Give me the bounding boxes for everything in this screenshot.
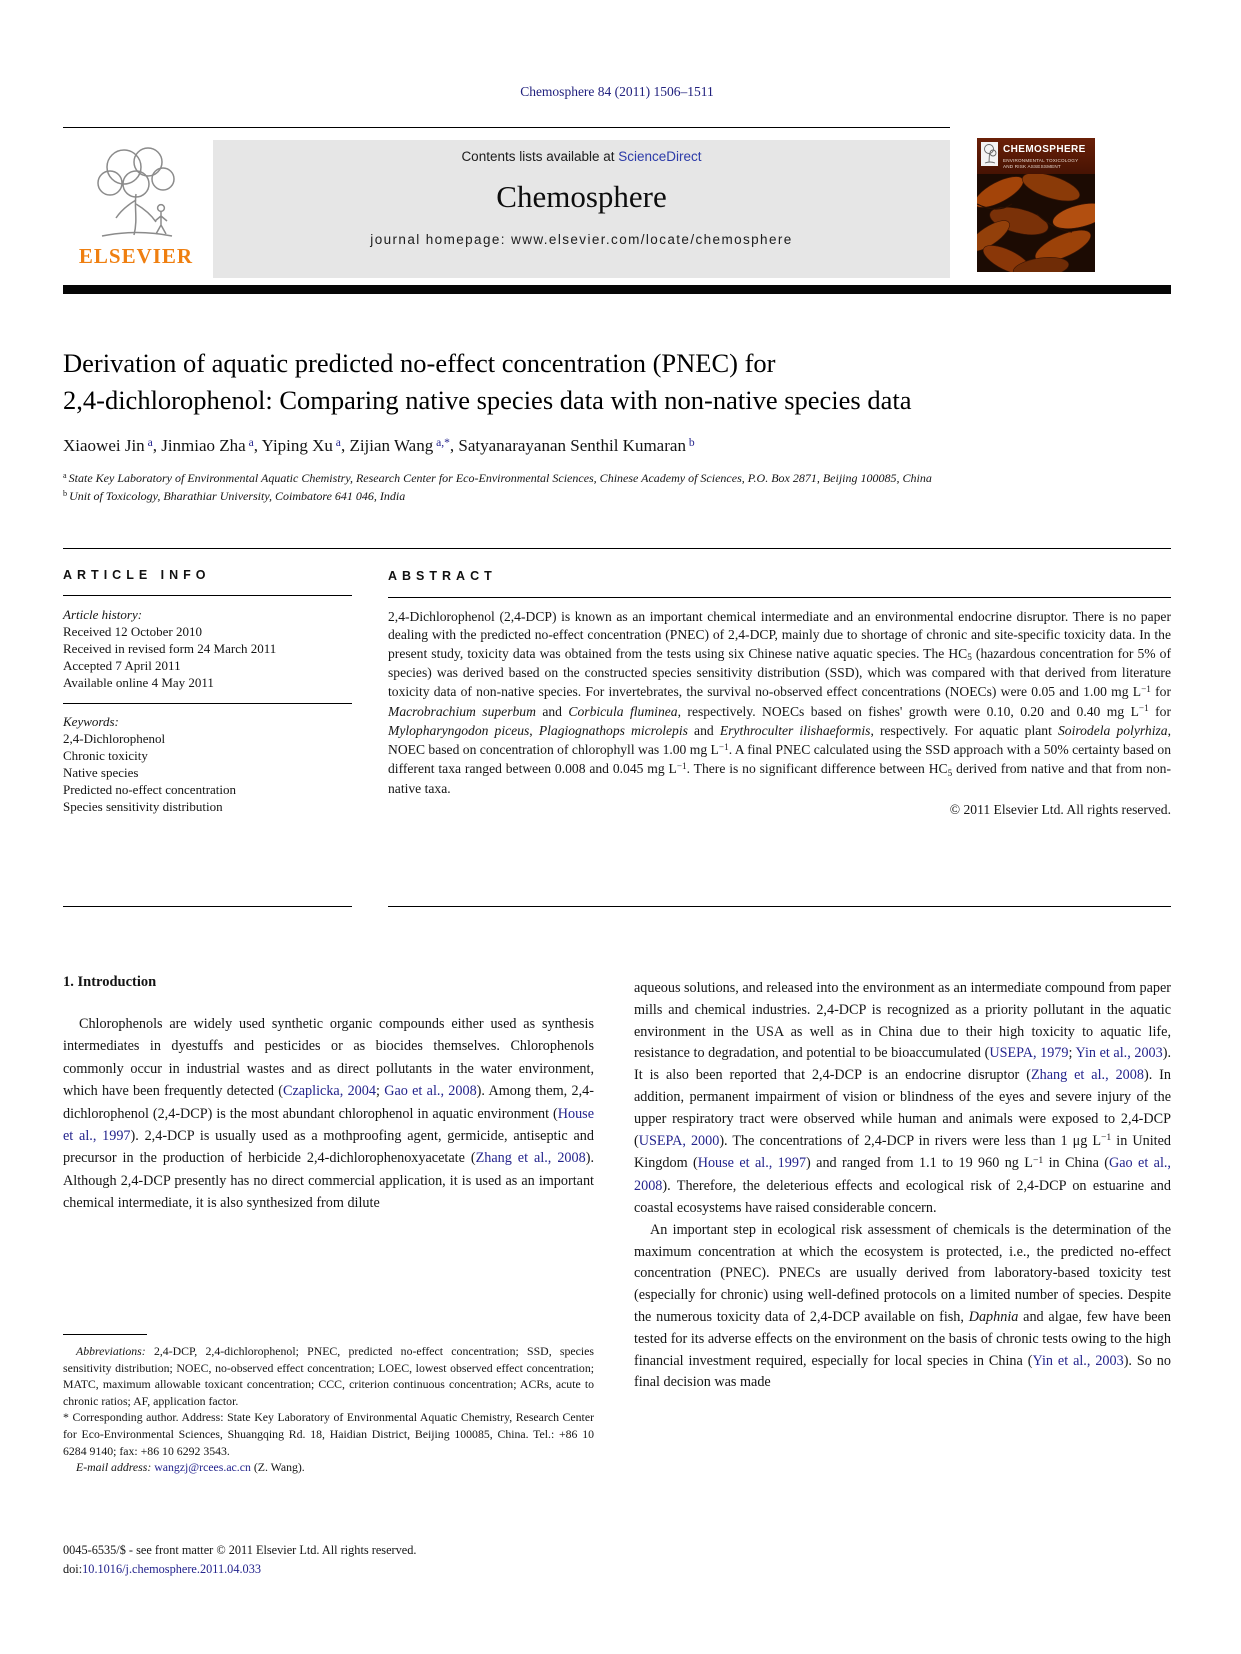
cover-subtitle-line2: AND RISK ASSESSMENT xyxy=(1003,163,1061,169)
text-run: ) and ranged from 1.1 to 19 960 ng L xyxy=(806,1155,1033,1172)
text-run: Erythroculter ilishaeformis xyxy=(719,723,871,739)
text-run: ). Therefore, the deleterious effects and ecological risk of 2,4-DCP on estuarine and coastal ecosystems have raised considerable concern. xyxy=(634,1178,1171,1216)
citation-link[interactable]: Gao et al., 2008 xyxy=(634,1155,1171,1195)
history-item: Available online 4 May 2011 xyxy=(63,675,214,690)
history-item: Received 12 October 2010 xyxy=(63,624,202,639)
text-run: 5 xyxy=(947,767,953,778)
text-run: . A final PNEC calculated using the SSD approach with a 50% certainty based on different taxa ranged between 0.008 and 0.045 mg L xyxy=(388,741,1171,777)
text-run: in United Kingdom ( xyxy=(634,1132,1171,1172)
abbreviations-note xyxy=(63,1343,594,1409)
citation-link[interactable]: 10.1016/j.chemosphere.2011.04.033 xyxy=(82,1562,261,1576)
text-run: . There is no significant difference between HC xyxy=(686,761,948,777)
citation-link[interactable]: a,* xyxy=(433,435,450,449)
imprint-block xyxy=(63,1541,594,1579)
cover-title: CHEMOSPHERE xyxy=(1003,144,1086,155)
text-run: ; xyxy=(375,1083,385,1100)
text-run: (hazardous concentration for 5% of species) was derived based on the constructed species sensitivity distribution (SSD), which was compared with that derived from literature toxicity data of non-native species. For invertebrates, the survival no-observed effect concentrations (NOECs) were 0.05 and 1.00 mg L xyxy=(388,645,1171,699)
text-run: in China ( xyxy=(1043,1155,1110,1172)
citation-link[interactable]: USEPA, 1979 xyxy=(989,1045,1069,1062)
text-run: a xyxy=(63,471,69,481)
text-run: 2,4-DCP, 2,4-dichlorophenol; PNEC, predicted no-effect concentration; SSD, species sensitivity distribution; NOEC, no-observed effect concentration; LOEC, lowest observed effect concentration; MATC, maximum allowable toxicant concentration; CCC, criterion continuous concentration; ACRs, acute to chronic ratios; AF, application factor. xyxy=(63,1344,594,1408)
keyword-item: 2,4-Dichlorophenol xyxy=(63,731,166,746)
text-run: 2,4-Dichlorophenol (2,4-DCP) is known as an important chemical intermediate and an environmental endocrine disruptor. There is no paper dealing with the predicted no-effect concentration (PNEC) of 2,4-DCP, mainly due to shortage of chronic and site-specific toxicity data. In the present study, toxicity data was obtained from the tests using six Chinese native aquatic species. The HC xyxy=(388,608,1171,661)
contents-line xyxy=(213,140,950,164)
text-run: ). In addition, permanent impairment of vision or blindness of the eyes and severe injury of the upper respiratory tract were observed while human and animals were exposed to 2,4-DCP ( xyxy=(634,1067,1172,1149)
text-run: , respectively. For aquatic plant xyxy=(870,723,1058,739)
citation-link[interactable]: House et al., 1997 xyxy=(697,1155,807,1172)
text-run: for xyxy=(1148,703,1172,719)
copyright-line: © 2011 Elsevier Ltd. All rights reserved. xyxy=(949,801,1171,817)
text-run: doi: xyxy=(63,1562,83,1576)
citation-link[interactable]: Yin et al., 2003 xyxy=(1032,1352,1124,1369)
history-item: Accepted 7 April 2011 xyxy=(63,658,181,673)
text-run: Soirodela polyrhiza xyxy=(1057,723,1168,739)
journal-banner xyxy=(213,140,950,278)
contents-prefix: Contents lists available at xyxy=(461,149,619,164)
article-info-column xyxy=(63,567,352,815)
journal-name: Chemosphere xyxy=(496,179,667,214)
text-run: , Zijian Wang xyxy=(340,436,434,455)
affiliation-b xyxy=(63,488,1171,506)
history-item: Received in revised form 24 March 2011 xyxy=(63,641,277,656)
text-run: b xyxy=(63,489,70,499)
text-run: Abbreviations: xyxy=(76,1344,146,1358)
keyword-item: Predicted no-effect concentration xyxy=(63,782,237,797)
cover-leaves-art xyxy=(977,174,1095,272)
header-black-bar xyxy=(63,285,1171,294)
cover-logo-chip xyxy=(981,142,998,166)
keyword-item: Native species xyxy=(63,765,139,780)
citation-link[interactable]: b xyxy=(685,435,695,449)
abstract-bottom-divider xyxy=(388,906,1171,907)
footnote-divider xyxy=(63,1334,147,1335)
citation-link[interactable]: a xyxy=(144,435,153,449)
cover-subtitle-line1: ENVIRONMENTAL TOXICOLOGY xyxy=(1003,158,1079,163)
article-title xyxy=(63,345,1171,419)
text-run: E-mail address: xyxy=(76,1460,152,1475)
elsevier-wordmark: ELSEVIER xyxy=(78,244,194,268)
text-run: derived from native and that from non-native taxa. xyxy=(388,761,1171,796)
text-run: , NOEC based on concentration of chlorophyll was 1.00 mg L xyxy=(388,723,1171,757)
text-run: ). Among them, 2,4-dichlorophenol (2,4-DCP) is the most abundant chlorophenol in aquatic environment ( xyxy=(63,1083,594,1122)
citation-link[interactable]: Zhang et al., 2008 xyxy=(1030,1067,1144,1084)
affiliations xyxy=(63,470,1171,506)
body-column-left xyxy=(63,1013,594,1215)
citation-link[interactable]: Yin et al., 2003 xyxy=(1075,1045,1163,1062)
text-run: aqueous solutions, and released into the environment as an intermediate compound from paper mills and chemical industries. 2,4-DCP is recognized as a priority pollutant in the aquatic environment in the USA as well as in China due to their high toxicity to aquatic life, resistance to degradation, and potential to be bioaccumulated ( xyxy=(634,980,1171,1062)
text-run: −1 xyxy=(1141,683,1151,694)
article-info-heading-divider xyxy=(63,595,352,596)
author-list xyxy=(63,436,1171,456)
text-run: Plagiognathops microlepis xyxy=(538,723,688,739)
intro-paragraph-2 xyxy=(634,1220,1171,1394)
elsevier-logo xyxy=(63,141,209,278)
text-run: ). Although 2,4-DCP presently has no direct commercial application, it is used as an important chemical intermediate, it is also synthesized from dilute xyxy=(63,1150,594,1212)
footnote-block xyxy=(63,1343,594,1476)
text-run: Daphnia xyxy=(968,1308,1019,1325)
text-run: , xyxy=(529,723,539,739)
text-run: Corbicula fluminea xyxy=(568,703,678,719)
affiliation-a xyxy=(63,470,1171,488)
text-run: , Jinmiao Zha xyxy=(152,436,246,455)
keywords-label: Keywords: xyxy=(63,714,119,729)
text-run: , Satyanarayanan Senthil Kumaran xyxy=(449,436,686,455)
text-run: 5 xyxy=(967,652,972,663)
history-label: Article history: xyxy=(63,607,143,622)
text-run: −1 xyxy=(1138,703,1149,714)
issn-line: 0045-6535/$ - see front matter © 2011 Elsevier Ltd. All rights reserved. xyxy=(63,1543,417,1557)
text-run: , Yiping Xu xyxy=(253,436,333,455)
keyword-item: Chronic toxicity xyxy=(63,748,148,763)
text-run: * Corresponding author. Address: State Key Laboratory of Environmental Aquatic Chemistry, Research Center for Eco-Environmental Sciences, Shuangqing Rd. 18, Haidian District, Beijing 100085, China. Tel.: +86 10 6284 9140; fax: +86 10 6292 3543. xyxy=(63,1410,594,1458)
text-run: , respectively. NOECs based on fishes' growth were 0.10, 0.20 and 0.40 mg L xyxy=(677,703,1139,719)
text-run: and xyxy=(687,723,720,739)
text-run: Unit of Toxicology, Bharathiar University, Coimbatore 641 046, India xyxy=(69,489,406,503)
journal-citation: Chemosphere 84 (2011) 1506–1511 xyxy=(520,84,714,99)
corresponding-author-note xyxy=(63,1409,594,1459)
text-run: ). It is also been reported that 2,4-DCP is an endocrine disruptor ( xyxy=(634,1045,1172,1084)
citation-link[interactable]: Gao et al., 2008 xyxy=(384,1083,477,1100)
info-top-divider xyxy=(63,548,1171,549)
text-run: for xyxy=(1150,683,1172,699)
citation-link[interactable]: USEPA, 2000 xyxy=(638,1132,720,1149)
text-run: (Z. Wang). xyxy=(250,1460,305,1475)
text-run: Macrobrachium superbum xyxy=(388,703,536,719)
introduction-heading: 1. Introduction xyxy=(63,974,157,990)
journal-homepage-link[interactable]: journal homepage: www.elsevier.com/locate/chemosphere xyxy=(370,232,793,247)
text-run: ). 2,4-DCP is usually used as a mothproofing agent, germicide, antiseptic and precursor in the production of herbicide 2,4-dichlorophenoxyacetate ( xyxy=(63,1128,594,1167)
email-note xyxy=(63,1459,594,1476)
text-run: ). The concentrations of 2,4-DCP in rivers were less than 1 μg L xyxy=(719,1132,1101,1149)
header-divider xyxy=(63,127,950,128)
text-run: An important step in ecological risk assessment of chemicals is the determination of the maximum concentration at which the ecosystem is protected, i.e., the predicted no-effect concentration (PNEC). PNECs are usually derived from laboratory-based toxicity test (especially for chronic) using well-defined protocols on a limited number of species. Despite the numerous toxicity data of 2,4-DCP available on fish, xyxy=(634,1221,1171,1325)
cover-mini-tree-icon xyxy=(981,142,998,166)
citation-link[interactable]: wangzj@rcees.ac.cn xyxy=(154,1460,251,1475)
text-run: −1 xyxy=(718,741,729,752)
doi-line xyxy=(63,1560,594,1579)
citation-link[interactable]: a xyxy=(332,435,341,449)
text-run: −1 xyxy=(1101,1132,1112,1144)
elsevier-tree-icon xyxy=(72,141,200,245)
intro-paragraph-1-cont xyxy=(634,978,1171,1220)
abstract-heading-divider xyxy=(388,597,1171,598)
keyword-item: Species sensitivity distribution xyxy=(63,799,223,814)
body-column-right xyxy=(634,978,1171,1394)
citation-link[interactable]: a xyxy=(245,435,254,449)
text-run: and algae, few have been tested for its adverse effects on the environment on the basis of chronic tests owing to the high financial investment required, especially for local species in China ( xyxy=(634,1308,1171,1369)
text-run: ; xyxy=(1068,1045,1076,1062)
text-run: −1 xyxy=(1032,1155,1044,1167)
text-run: State Key Laboratory of Environmental Aquatic Chemistry, Research Center for Eco-Environmental Sciences, Chinese Academy of Sciences, P.O. Box 2871, Beijing 100085, China xyxy=(68,471,932,485)
cover-subtitle xyxy=(1003,158,1093,169)
citation-link[interactable]: Zhang et al., 2008 xyxy=(475,1150,586,1167)
text-run: and xyxy=(535,703,569,719)
abstract-text xyxy=(388,608,1171,799)
intro-paragraph-1 xyxy=(63,1013,594,1215)
abstract-column xyxy=(388,567,1171,819)
info-bottom-divider xyxy=(63,906,352,907)
citation-link[interactable]: Czaplicka, 2004 xyxy=(283,1083,376,1100)
text-run: Chlorophenols are widely used synthetic organic compounds either used as synthesis intermediates in dyestuffs and pesticides or as biocides themselves. Chlorophenols commonly occur in industrial wastes and as direct pollutants in the water environment, which have been frequently detected ( xyxy=(63,1016,594,1100)
article-title-line2: 2,4-dichlorophenol: Comparing native species data with non-native species data xyxy=(63,385,912,415)
citation-link[interactable]: House et al., 1997 xyxy=(63,1105,594,1145)
article-title-line1: Derivation of aquatic predicted no-effect concentration (PNEC) for xyxy=(63,348,776,378)
text-run: Xiaowei Jin xyxy=(63,436,145,455)
keywords-divider xyxy=(63,703,352,704)
sciencedirect-link[interactable]: ScienceDirect xyxy=(618,149,702,164)
text-run: ). So no final decision was made xyxy=(634,1352,1171,1391)
article-info-heading: ARTICLE INFO xyxy=(63,568,211,582)
text-run: −1 xyxy=(676,761,687,772)
journal-cover xyxy=(977,138,1095,272)
text-run: Mylopharyngodon piceus xyxy=(388,723,530,739)
abstract-heading: ABSTRACT xyxy=(388,569,497,583)
